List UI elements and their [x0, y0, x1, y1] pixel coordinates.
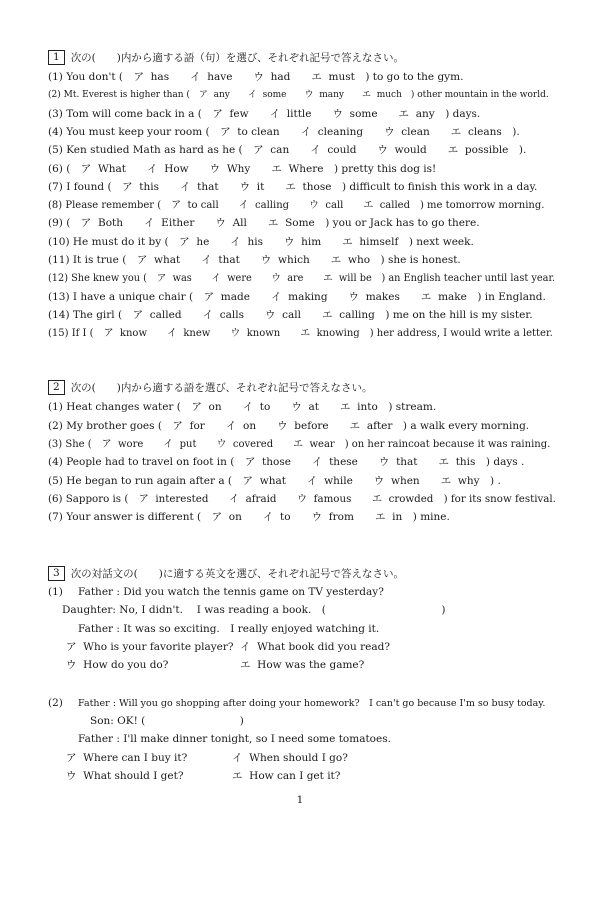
section-1-heading — [48, 50, 404, 65]
question-item: (2) My brother goes ( ア for イ on ウ before エ after ) a walk every morning. — [48, 420, 530, 432]
dialogue-line: Father : Did you watch the tennis game on TV yesterday? — [78, 586, 384, 598]
section-instruction: 次の( )内から適する語を選び、それぞれ記号で答えなさい。 — [70, 382, 373, 394]
question-item: (14) The girl ( ア called イ calls ウ call エ calling ) me on the hill is my sister. — [48, 309, 533, 321]
choice-item: エ How was the game? — [240, 659, 365, 671]
dialogue-label: (1) — [48, 586, 63, 598]
dialogue-line: Father : Will you go shopping after doing your homework? I can't go because I'm so busy today. — [78, 698, 546, 709]
question-item: (12) She knew you ( ア was イ were ウ are エ will be ) an English teacher until last year. — [48, 273, 556, 284]
question-item: (4) People had to travel on foot in ( ア those イ these ウ that エ this ) days . — [48, 456, 525, 468]
dialogue-line: Daughter: No, I didn't. I was reading a book. ( ) — [62, 604, 446, 616]
question-item: (6) ( ア What イ How ウ Why エ Where ) pretty this dog is! — [48, 163, 437, 175]
question-item: (5) Ken studied Math as hard as he ( ア can イ could ウ would エ possible ). — [48, 144, 527, 156]
question-item: (15) If I ( ア know イ knew ウ known エ knowing ) her address, I would write a letter. — [48, 328, 553, 339]
question-item: (9) ( ア Both イ Either ウ All エ Some ) you or Jack has to go there. — [48, 217, 480, 229]
question-item: (11) It is true ( ア what イ that ウ which エ who ) she is honest. — [48, 254, 461, 266]
question-item: (1) Heat changes water ( ア on イ to ウ at エ into ) stream. — [48, 401, 437, 413]
choice-item: エ How can I get it? — [232, 770, 341, 782]
section-3-heading — [48, 566, 404, 581]
question-item: (1) You don't ( ア has イ have ウ had エ must ) to go to the gym. — [48, 71, 464, 83]
question-item: (6) Sapporo is ( ア interested イ afraid ウ famous エ crowded ) for its snow festival. — [48, 493, 556, 505]
section-number-box: 2 — [48, 380, 65, 395]
dialogue-label: (2) — [48, 697, 63, 709]
question-item: (5) He began to run again after a ( ア what イ while ウ when エ why ) . — [48, 475, 501, 487]
section-instruction: 次の( )内から適する語（句）を選び、それぞれ記号で答えなさい。 — [70, 52, 404, 64]
section-instruction: 次の対話文の( )に適する英文を選び、それぞれ記号で答えなさい。 — [70, 568, 404, 580]
dialogue-line: Son: OK! ( ) — [90, 715, 244, 727]
question-item: (3) She ( ア wore イ put ウ covered エ wear ) on her raincoat because it was raining. — [48, 439, 551, 450]
section-2-heading — [48, 380, 372, 395]
choice-item: ア Who is your favorite player? — [66, 641, 234, 653]
section-number-box: 3 — [48, 566, 65, 581]
choice-item: ア Where can I buy it? — [66, 752, 188, 764]
question-item: (3) Tom will come back in a ( ア few イ little ウ some エ any ) days. — [48, 108, 481, 120]
choice-item: ウ How do you do? — [66, 659, 169, 671]
question-item: (8) Please remember ( ア to call イ calling ウ call エ called ) me tomorrow morning. — [48, 200, 545, 211]
choice-item: イ What book did you read? — [240, 641, 390, 653]
question-item: (4) You must keep your room ( ア to clean イ cleaning ウ clean エ cleans ). — [48, 126, 520, 138]
dialogue-line: Father : It was so exciting. I really enjoyed watching it. — [78, 623, 380, 635]
question-item: (7) Your answer is different ( ア on イ to ウ from エ in ) mine. — [48, 511, 450, 523]
choice-item: ウ What should I get? — [66, 770, 184, 782]
dialogue-line: Father : I'll make dinner tonight, so I need some tomatoes. — [78, 733, 391, 745]
question-item: (10) He must do it by ( ア he イ his ウ him エ himself ) next week. — [48, 236, 474, 248]
question-item: (7) I found ( ア this イ that ウ it エ those ) difficult to finish this work in a day. — [48, 181, 538, 193]
section-number-box: 1 — [48, 50, 65, 65]
question-item: (13) I have a unique chair ( ア made イ making ウ makes エ make ) in England. — [48, 291, 546, 303]
page-number: 1 — [296, 794, 304, 806]
choice-item: イ When should I go? — [232, 752, 348, 764]
question-item: (2) Mt. Everest is higher than ( ア any イ some ウ many エ much ) other mountain in the world. — [48, 90, 549, 100]
